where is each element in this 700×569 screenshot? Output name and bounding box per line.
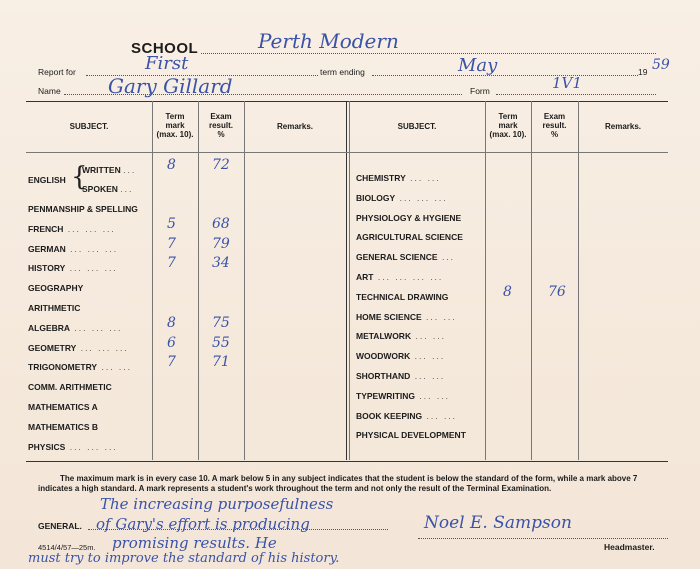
subject-row [356,331,446,341]
exam-result: 68 [212,215,230,232]
exam-result: 55 [212,334,230,351]
subject-name: TECHNICAL DRAWING [356,291,449,302]
subject-row [28,323,122,333]
subject-name: METALWORK [356,331,412,342]
footer-note: The maximum mark is in every case 10. A mark below 5 in any subject indicates that the student is below the standard of the form, while a mark above 7 indicates a high standard. A mark represents a student's work throughout the term and not only the result of the Terminal Examination. [38,474,638,493]
subject-name: WOODWORK [356,351,411,362]
subject-row [28,362,132,372]
subject-row [28,303,80,313]
leader-dots: ... ... ... [80,342,129,353]
term-mark: 7 [167,354,176,371]
general-remark-2: of Gary's effort is producing [96,515,310,533]
form-code: 4514/4/57—25m. [38,543,96,552]
col-exam-right: Exam result. % [542,112,567,139]
subject-name: ARITHMETIC [28,303,81,313]
headmaster-label: Headmaster. [604,542,655,552]
subject-row [28,382,112,392]
leader-dots: ... ... [419,390,450,401]
subject-name: CHEMISTRY [356,173,406,183]
col-divider-center [349,101,350,460]
exam-result: 71 [212,354,230,371]
subject-row [356,272,443,282]
subject-name: SHORTHAND [356,371,411,381]
exam-result: 79 [212,235,230,252]
headmaster-signature: Noel E. Sampson [424,513,572,533]
leader-dots: ... ... ... ... [377,272,444,282]
term-mark: 8 [503,283,512,300]
col-divider [485,101,486,460]
subject-name: GEOMETRY [28,342,77,353]
col-remarks-left: Remarks. [276,122,314,131]
leader-dots: ... ... [410,173,441,183]
subject-row [356,391,450,401]
leader-dots: ... ... ... [69,263,118,274]
subject-row [28,343,129,353]
col-divider [578,101,579,460]
subject-name: MATHEMATICS A [28,402,98,412]
general-remark-1: The increasing purposefulness [100,495,334,513]
subject-name: PHYSIOLOGY & HYGIENE [356,212,462,223]
school-label: SCHOOL [131,40,199,57]
col-subject-left: SUBJECT. [69,122,109,131]
subject-row [356,213,461,223]
subject-name: PHYSICAL DEVELOPMENT [356,430,466,441]
leader-dots: ... ... [426,410,458,421]
year-prefix: 19 [638,67,648,77]
leader-dots: ... ... [414,371,446,381]
subject-row [356,173,441,183]
subject-name: GENERAL SCIENCE [356,252,438,263]
form-value: 1V1 [552,74,582,92]
term-ending-value: May [458,55,498,76]
subject-name: GEOGRAPHY [28,283,84,294]
subject-row [356,252,455,262]
col-subject-right: SUBJECT. [397,122,437,131]
leader-dots: ... ... [414,351,446,362]
leader-dots: ... [441,252,456,263]
subject-name: HOME SCIENCE [356,311,422,322]
subject-english-spoken: SPOKEN ... [82,184,134,194]
leader-dots: ... ... ... [74,322,123,333]
leader-dots: ... ... [101,362,133,373]
term-mark: 6 [167,334,176,351]
mark-english-exam: 72 [212,157,230,173]
subject-name: HISTORY [28,263,66,274]
subject-row [28,422,98,432]
subject-name: COMM. ARITHMETIC [28,382,112,393]
subject-english: ENGLISH [28,175,66,185]
subject-name: BOOK KEEPING [356,410,423,421]
subject-row [28,442,118,452]
mark-english-term: 8 [167,157,176,173]
leader-dots: ... ... ... [67,223,116,234]
general-remark-3: promising results. He [112,534,277,552]
subject-row [28,224,116,234]
subject-name: ART [356,272,374,282]
subject-name: TYPEWRITING [356,390,416,401]
form-line [496,94,656,95]
term-ending-line [372,75,638,76]
subject-row [356,351,445,361]
signature-line [418,538,668,539]
subject-row [28,283,83,293]
leader-dots: ... ... [426,311,457,322]
subject-row [356,292,448,302]
leader-dots: ... ... ... [399,192,448,203]
subject-name: FRENCH [28,223,64,234]
brace-icon: { [71,162,88,192]
subject-name: MATHEMATICS B [28,421,99,432]
col-divider-center [346,101,347,460]
subject-name: ALGEBRA [28,322,71,333]
form-label: Form [470,86,490,96]
subject-row [356,371,445,381]
col-remarks-right: Remarks. [604,122,642,131]
col-exam-left: Exam result. % [208,112,233,139]
col-divider [152,101,153,460]
name-value: Gary Gillard [108,74,233,98]
school-line [201,53,656,54]
subject-name: PHYSICS [28,441,66,452]
subject-row [28,244,118,254]
subject-name: GERMAN [28,243,66,254]
general-label: GENERAL. [38,521,82,531]
subject-row [356,193,448,203]
subject-english-written: WRITTEN ... [82,165,137,175]
subject-row [356,411,457,421]
leader-dots: ... ... ... [69,441,118,452]
exam-result: 75 [212,314,230,331]
subject-row [356,430,466,440]
exam-result: 34 [212,255,230,272]
term-ending-label: term ending [320,67,365,77]
col-term-left: Term mark (max. 10). [156,112,194,139]
year-value: 59 [652,57,670,73]
name-label: Name [38,86,61,96]
col-divider [198,101,199,460]
subject-row [356,232,463,242]
col-divider [244,101,245,460]
leader-dots: ... ... ... [70,243,119,254]
subject-row [356,312,457,322]
exam-result: 76 [548,283,566,300]
col-term-right: Term mark (max. 10). [489,112,527,139]
leader-dots: ... ... [415,331,446,342]
term-mark: 5 [167,215,176,232]
subject-name: AGRICULTURAL SCIENCE [356,232,463,243]
report-for-label: Report for [38,67,76,77]
header-divider [26,152,668,153]
subject-row [28,204,138,214]
term-mark: 8 [167,314,176,331]
term-mark: 7 [167,255,176,272]
marks-table [26,101,668,462]
subject-name: PENMANSHIP & SPELLING [28,204,138,214]
report-for-value: First [145,53,189,74]
general-remark-4: must try to improve the standard of his history. [28,551,340,566]
school-value: Perth Modern [258,29,399,53]
col-divider [531,101,532,460]
subject-row [28,402,98,412]
term-mark: 7 [167,235,176,252]
subject-name: TRIGONOMETRY [28,362,98,373]
subject-name: BIOLOGY [356,192,396,203]
subject-row [28,263,118,273]
